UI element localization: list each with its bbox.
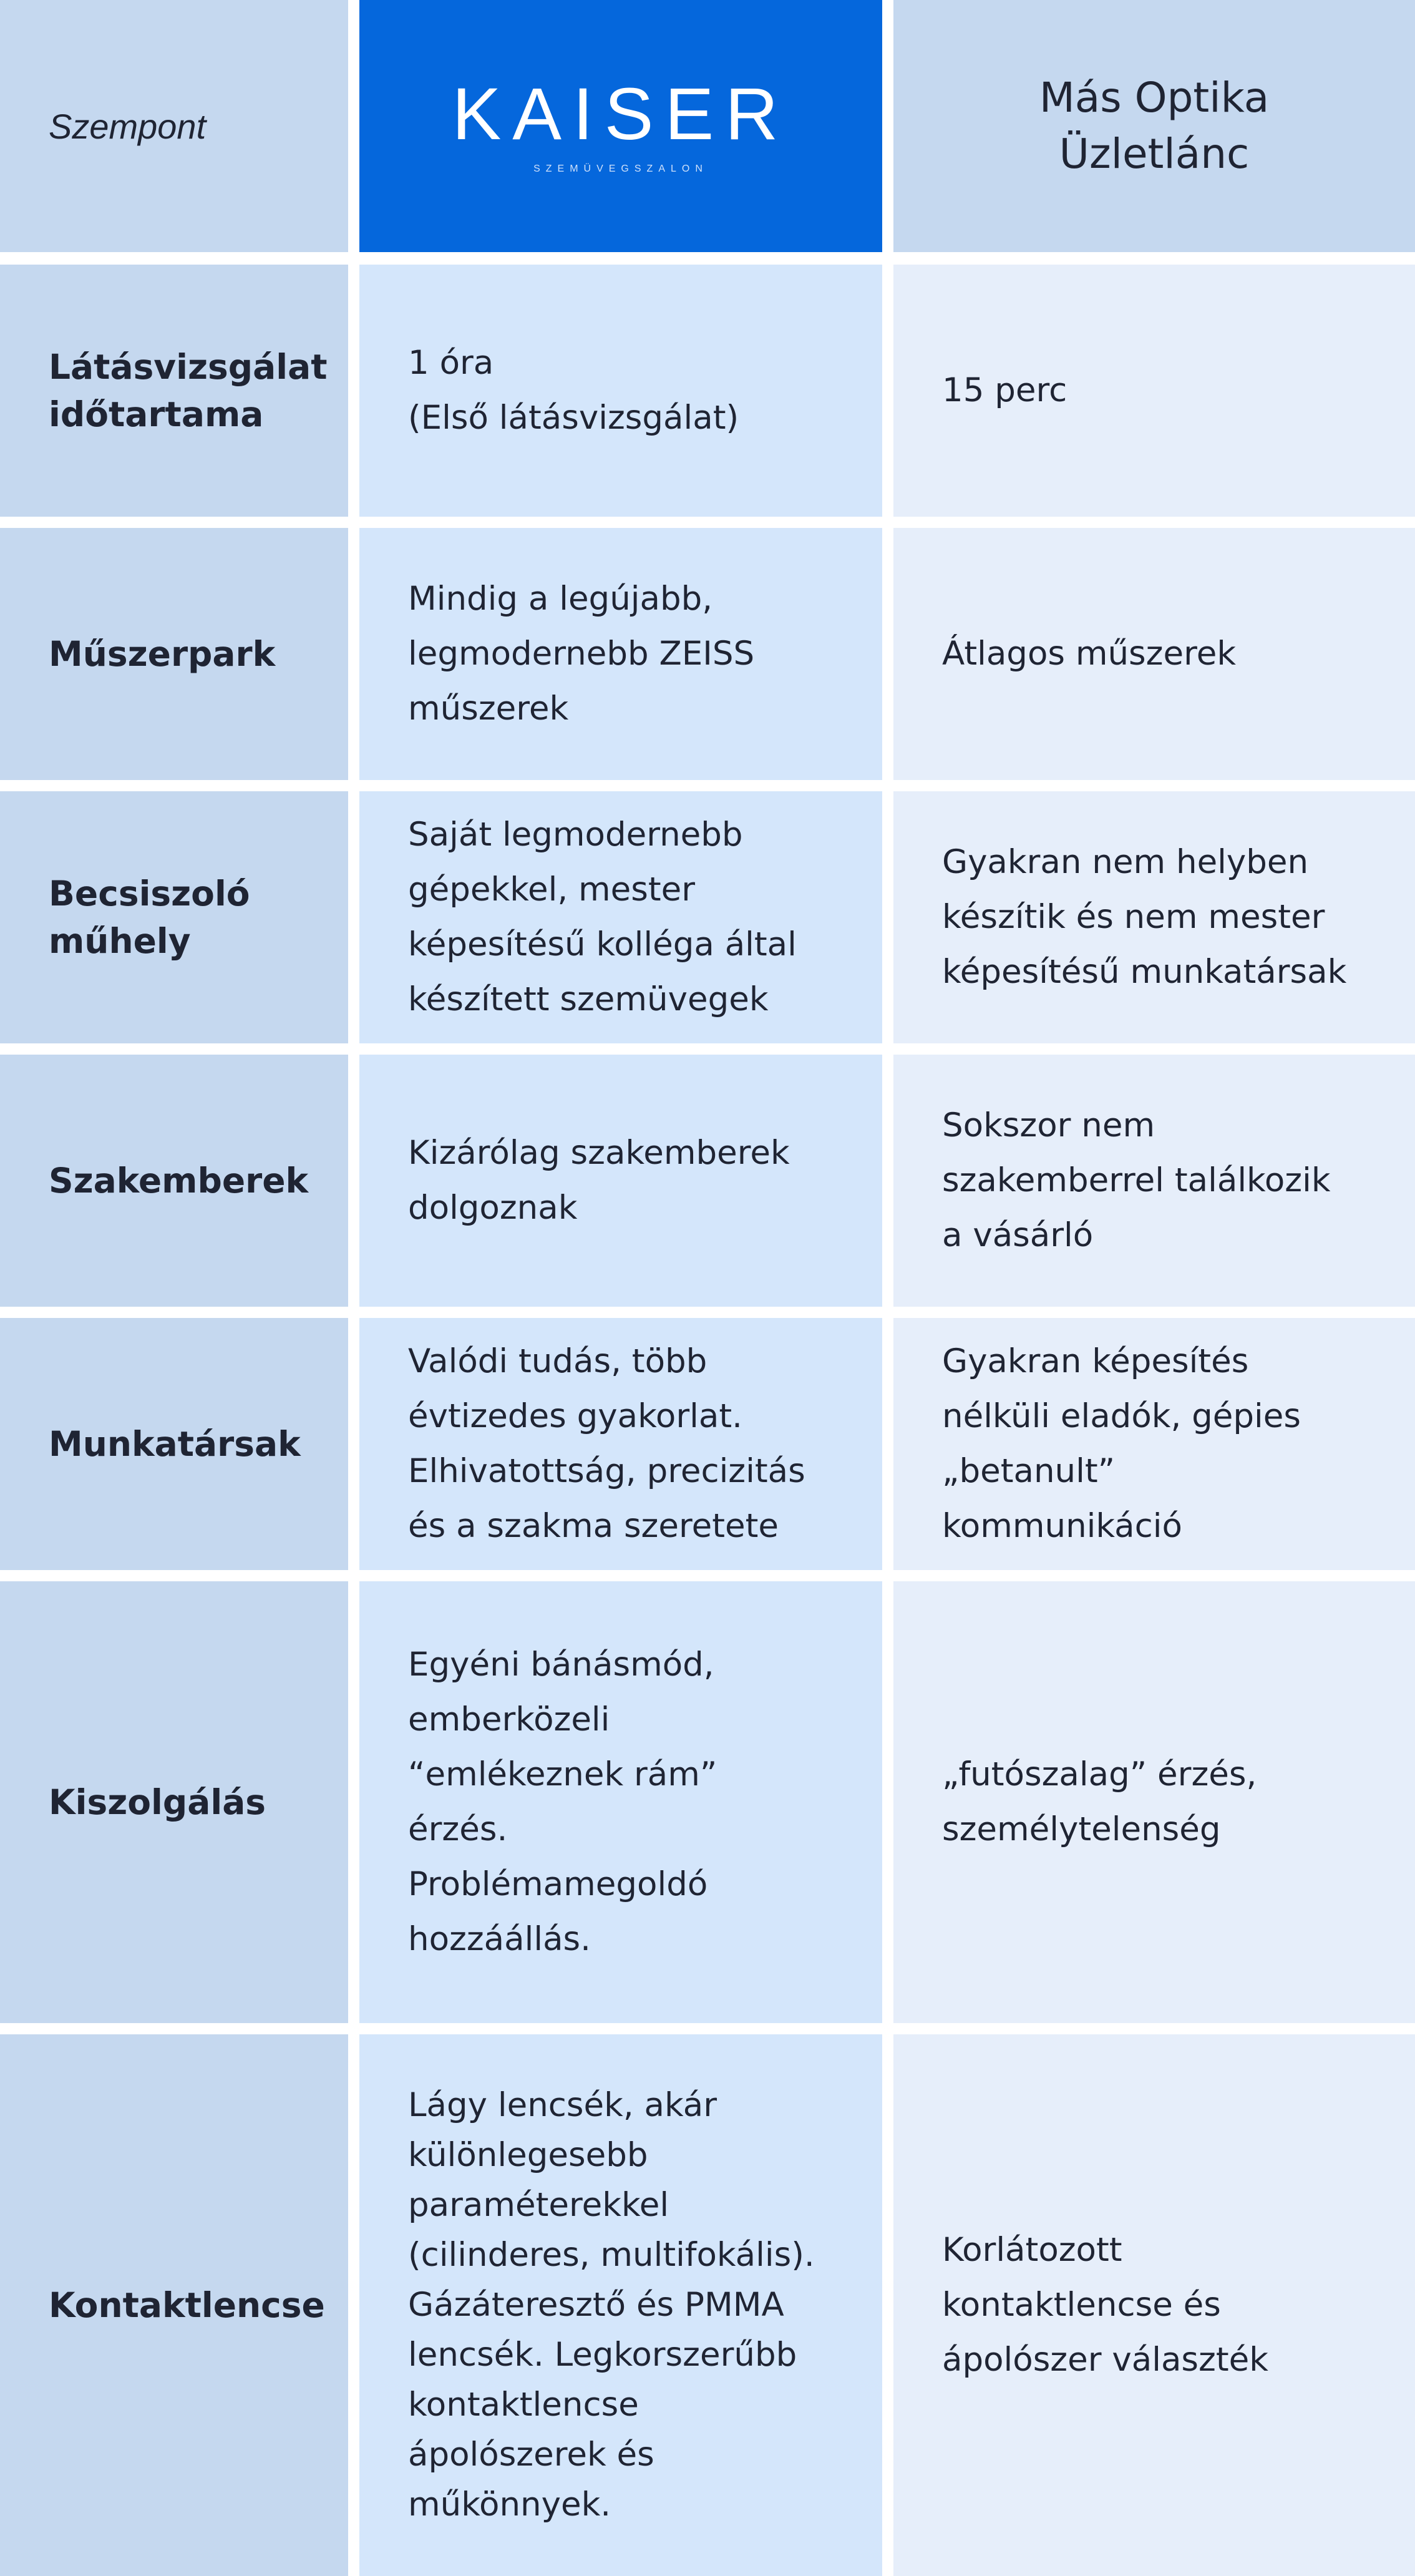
row-label: Szakemberek — [49, 1161, 309, 1201]
header-row — [0, 0, 1415, 252]
competitor-header: Más Optika Üzletlánc — [1039, 74, 1270, 178]
criterion-header-cell — [0, 0, 348, 252]
competitor-cell — [893, 1318, 1415, 1570]
kaiser-header-cell — [359, 0, 882, 252]
kaiser-value: Valódi tudás, több évtizedes gyakorlat. Elhivatottság, precizitás és a szakma szeretete — [408, 1342, 805, 1545]
kaiser-cell — [359, 791, 882, 1043]
table-row — [0, 1581, 1415, 2023]
row-label: Látásvizsgálat időtartama — [49, 347, 328, 434]
competitor-header-cell — [893, 0, 1415, 252]
kaiser-value: Saját legmodernebb gépekkel, mester képesítésű kolléga által készített szemüvegek — [408, 816, 797, 1018]
kaiser-cell — [359, 2034, 882, 2576]
kaiser-cell — [359, 265, 882, 517]
kaiser-value: Mindig a legújabb, legmodernebb ZEISS műszerek — [408, 580, 755, 728]
row-label-cell — [0, 528, 348, 780]
kaiser-logo-name: KAISER — [452, 73, 790, 155]
kaiser-cell — [359, 1055, 882, 1307]
kaiser-cell — [359, 1318, 882, 1570]
row-label-cell — [0, 2034, 348, 2576]
table-row — [0, 791, 1415, 1043]
kaiser-value: 1 óra (Első látásvizsgálat) — [408, 344, 739, 437]
row-label-cell — [0, 1318, 348, 1570]
table-row — [0, 1318, 1415, 1570]
kaiser-value: Lágy lencsék, akár különlegesebb paraméterekkel (cilinderes, multifokális). Gázáteresztő és PMMA lencsék. Legkorszerűbb kontaktlencse ápolószerek és műkönnyek. — [408, 2086, 815, 2524]
row-label: Becsiszoló műhely — [49, 874, 250, 961]
kaiser-logo-tagline: SZEMÜVEGSZALON — [533, 163, 708, 174]
competitor-cell — [893, 528, 1415, 780]
row-label: Műszerpark — [49, 634, 276, 674]
competitor-cell — [893, 265, 1415, 517]
competitor-cell — [893, 1581, 1415, 2023]
competitor-cell — [893, 1055, 1415, 1307]
table-row — [0, 1055, 1415, 1307]
kaiser-value: Kizárólag szakemberek dolgoznak — [408, 1134, 790, 1227]
kaiser-cell — [359, 1581, 882, 2023]
kaiser-logo — [452, 73, 790, 175]
competitor-value: Sokszor nem szakemberrel találkozik a vásárló — [942, 1106, 1331, 1254]
competitor-value: „futószalag” érzés, személytelenség — [942, 1755, 1257, 1848]
competitor-value: Korlátozott kontaktlencse és ápolószer választék — [942, 2231, 1268, 2379]
competitor-cell — [893, 791, 1415, 1043]
kaiser-cell — [359, 528, 882, 780]
row-label: Kiszolgálás — [49, 1782, 266, 1822]
table-row — [0, 528, 1415, 780]
table-row — [0, 2034, 1415, 2576]
row-label: Munkatársak — [49, 1424, 301, 1464]
row-label-cell — [0, 1055, 348, 1307]
row-label-cell — [0, 265, 348, 517]
row-label: Kontaktlencse — [49, 2285, 325, 2325]
competitor-value: Átlagos műszerek — [942, 635, 1237, 673]
competitor-value: Gyakran képesítés nélküli eladók, gépies „betanult” kommunikáció — [942, 1342, 1301, 1545]
table-row — [0, 265, 1415, 517]
competitor-value: 15 perc — [942, 371, 1067, 409]
competitor-cell — [893, 2034, 1415, 2576]
kaiser-value: Egyéni bánásmód, emberközeli “emlékeznek rám” érzés. Problémamegoldó hozzáállás. — [408, 1646, 717, 1958]
criterion-header: Szempont — [49, 106, 207, 146]
competitor-value: Gyakran nem helyben készítik és nem mester képesítésű munkatársak — [942, 843, 1347, 991]
row-label-cell — [0, 791, 348, 1043]
row-label-cell — [0, 1581, 348, 2023]
